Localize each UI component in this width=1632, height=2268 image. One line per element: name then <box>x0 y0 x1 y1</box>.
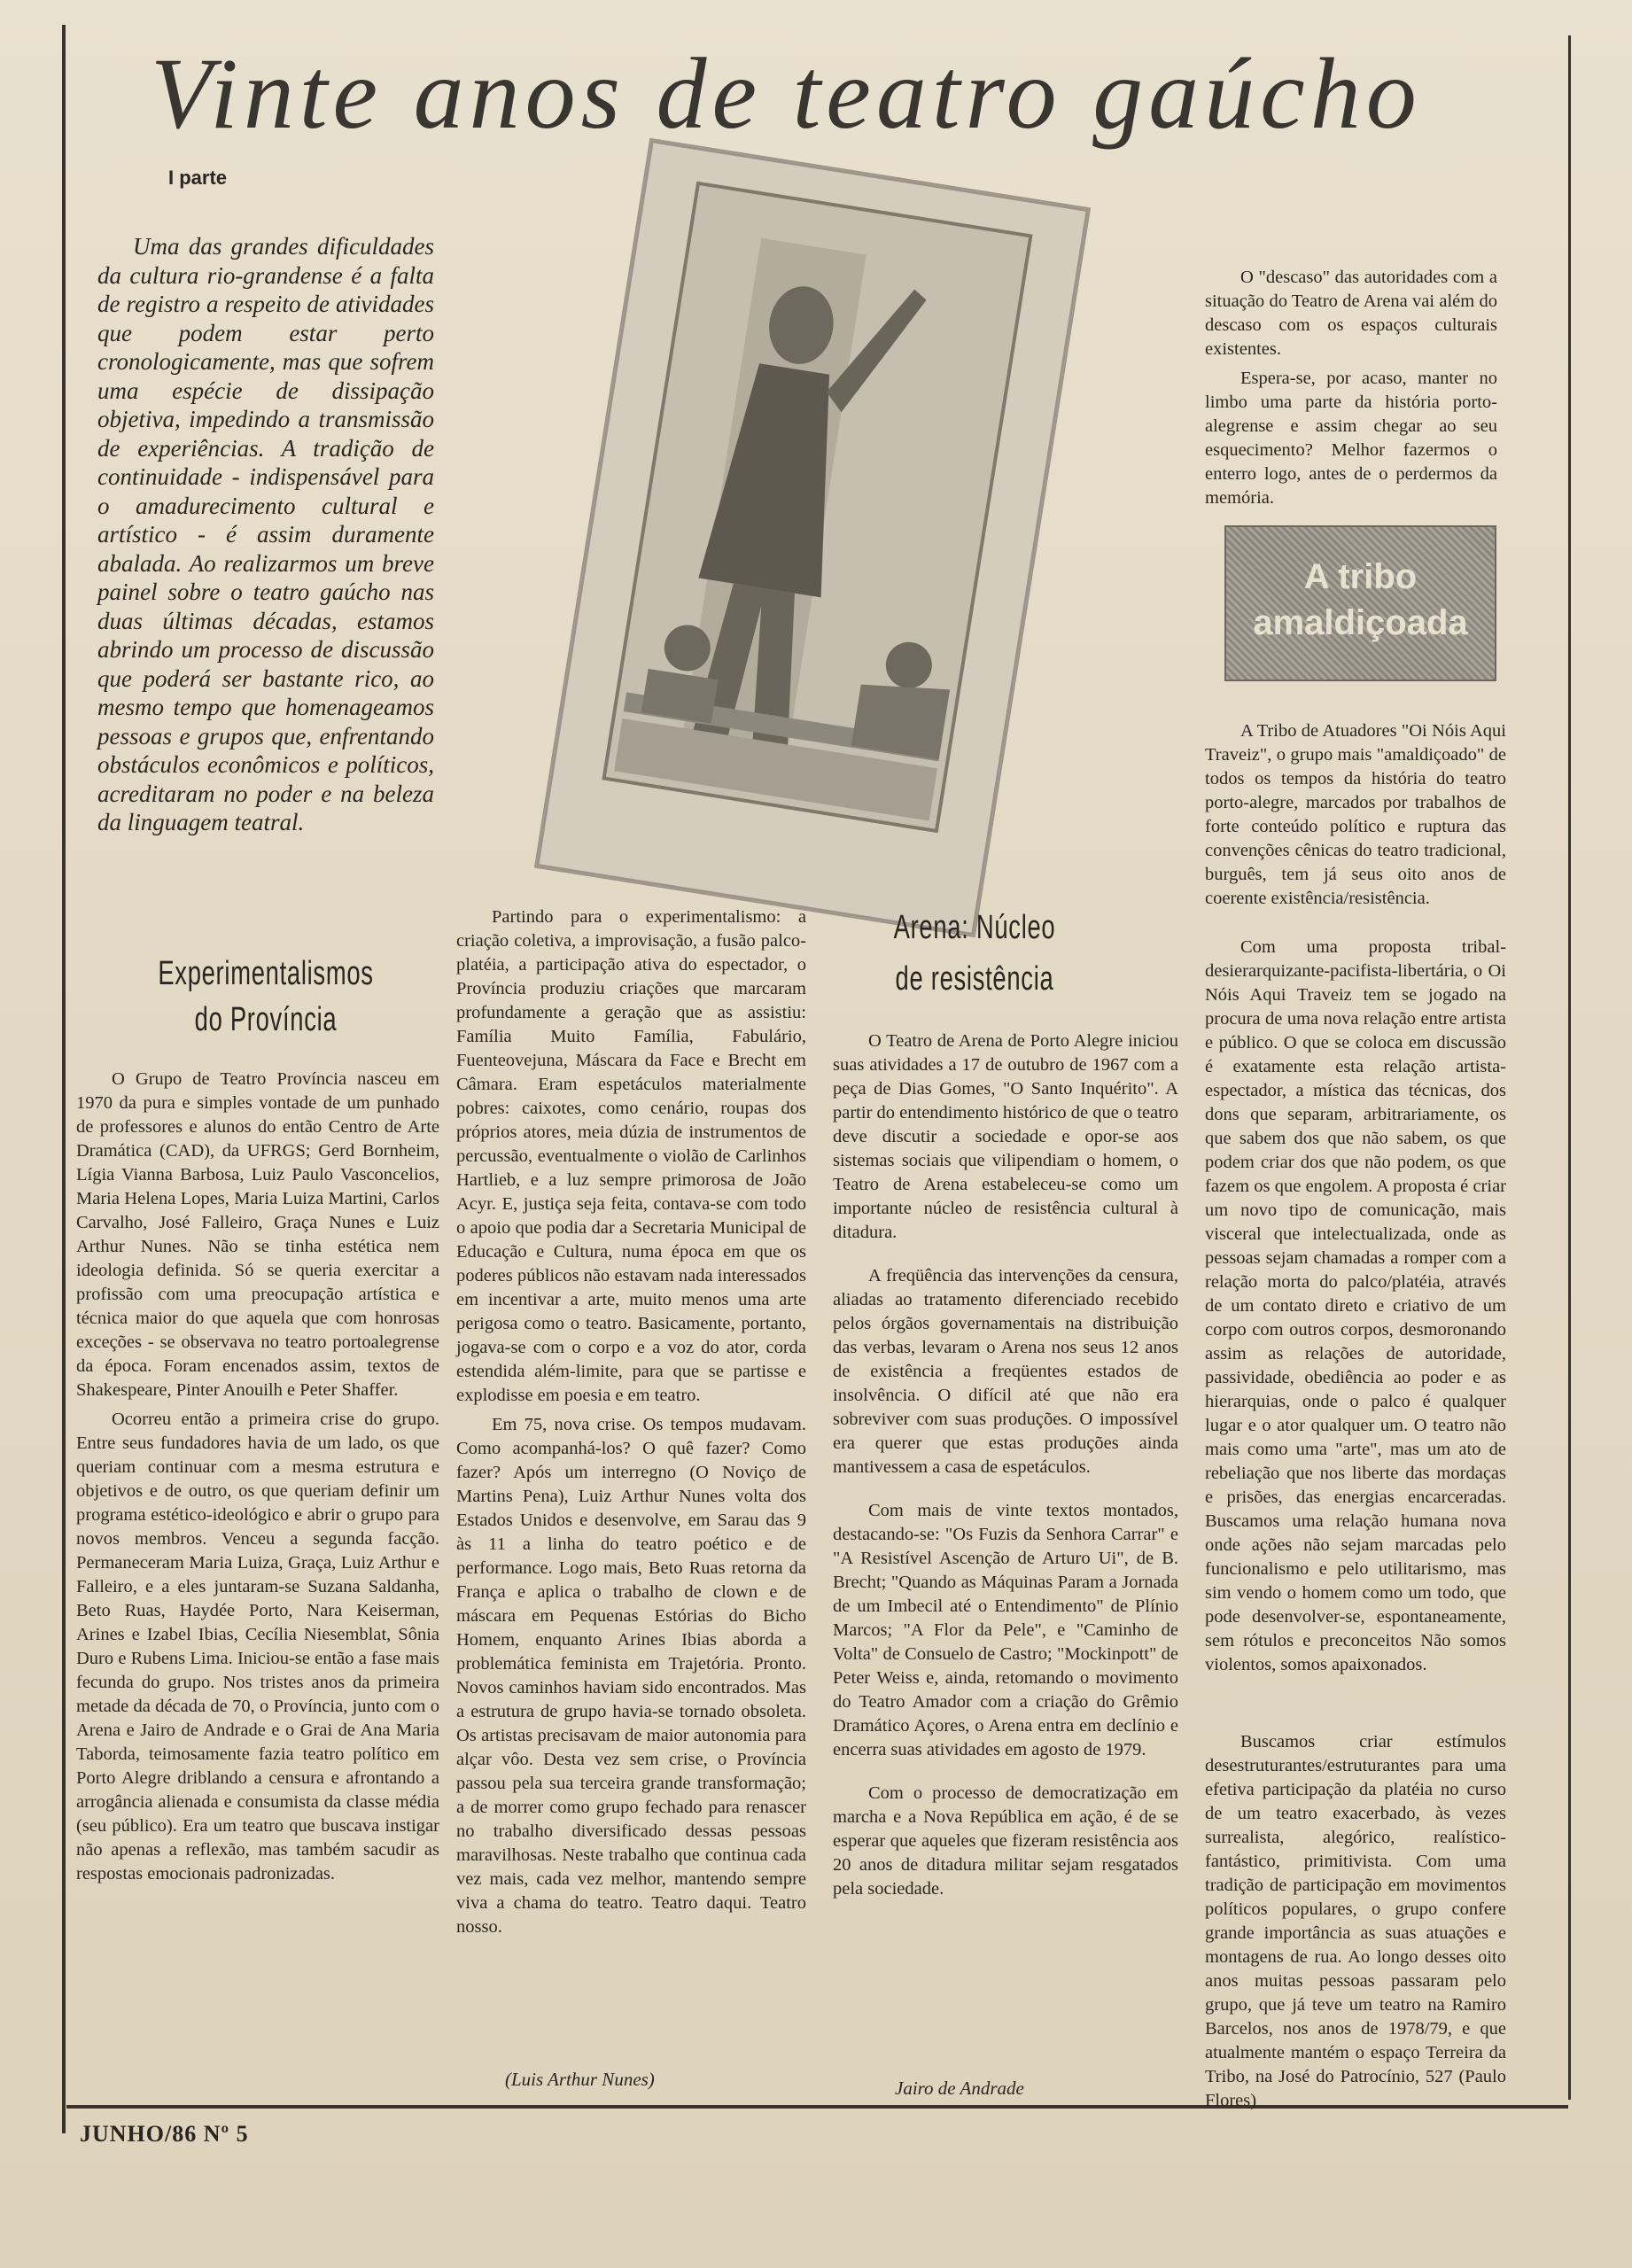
arena-title-line1: Arena: Núcleo <box>893 909 1056 946</box>
tribo-p3: Buscamos criar estímulos desestruturantes/estruturantes para uma efetiva participação da platéia no curso de um teatro exacerbado, às vezes surrealista, alegórico, realístico-fantástico, primitivista. Com uma tradição de participação em movimentos políticos populares, o grupo confere grande importância as suas atuações e montagens de rua. Ao longo desses oito anos muitas pessoas passaram pelo grupo, que já teve um teatro na Ramiro Barcelos, nos anos de 1978/79, e que atualmente mantém o espaço Terreira da Tribo, na José do Patrocínio, 527 (Paulo Flores) <box>1205 1732 1506 2110</box>
arena-p2: A freqüência das intervenções da censura, aliadas ao tratamento diferenciado recebido pelos órgãos governamentais na distribuição das verbas, levaram o Arena nos seus 12 anos de existência a freqüentes estados de insolvência. O difícil até que não era sobreviver com suas produções. O impossível era querer que estas produções ainda mantivessem a casa de espetáculos. <box>833 1266 1178 1477</box>
provincia-title-line1: Experimentalismos <box>158 955 374 992</box>
arena-credit: Jairo de Andrade <box>895 2078 1024 2099</box>
provincia-col1-p2: Ocorreu então a primeira crise do grupo. Entre seus fundadores havia de um lado, os que queriam continuar com a mesma estrutura e objetivos e de outro, os que queriam definir um programa estético-ideológico e abrir o grupo para novos membros. Venceu a segunda facção. Permaneceram Maria Luiza, Graça, Luiz Arthur e Falleiro, e a eles juntaram-se Suzana Saldanha, Beto Ruas, Haydée Porto, Nara Keiserman, Arines e Izabel Ibias, Cecília Niesemblat, Sônia Duro e Rubens Lima. Iniciou-se então a fase mais fecunda do grupo. Nos tristes anos da primeira metade da década de 70, o Província, junto com o Arena e Jairo de Andrade e o Grai de Ana Maria Taborda, teimosamente fazia teatro político em Porto Alegre driblando a censura e afrontando a arrogância alienada e consumista da classe média (seu público). Era um teatro que buscava instigar não apenas a reflexão, mas também sacudir as respostas emocionais padronizadas. <box>76 1410 439 1884</box>
part-label: I parte <box>168 167 228 189</box>
provincia-col1-p1: O Grupo de Teatro Província nasceu em 1970 da pura e simples vontade de um punhado de professores e alunos do então Centro de Arte Dramática (CAD), da UFRGS; Gerd Bornheim, Lígia Vianna Barbosa, Luiz Paulo Vasconcelios, Maria Helena Lopes, Maria Luiza Martini, Carlos Carvalho, José Falleiro, Graça Nunes e Luiz Arthur Nunes. Não se tinha estética nem ideologia definida. Só se queria exercitar a profissão com uma preocupação artística e técnica maior do que aquela que com honrosas exceções - se observava no teatro portoalegrense da época. Foram encenados assim, textos de Shakespeare, Pinter Anouilh e Peter Shaffer. <box>76 1069 439 1400</box>
provincia-col1 <box>76 1068 439 1891</box>
provincia-col2 <box>456 905 806 1945</box>
tribo-p2: Com uma proposta tribal-desierarquizante-pacifista-libertária, o Oi Nóis Aqui Traveiz tem se jogado na procura de uma nova relação entre artista e público. O que se coloca em discussão é exatamente esta relação artista-espectador, a mística das técnicas, dos dons que separam, arbitrariamente, os que sabem dos que não sabem, os que podem criar dos que não podem, os que fazem os que engolem. A proposta é criar um novo tipo de comunicação, mais visceral que intelectualizada, onde as pessoas sejam chamadas a romper com a relação morta do palco/platéia, através de um contato direto e criativo de um corpo com outros corpos, desmoronando assim as relações de autoridade, passividade, obediência ao poder e as hierarquias, onde o palco é qualquer lugar e o ator qualquer um. O teatro não mais como uma "arte", mas um ato de rebeliação que nos liberte das mordaças e prisões, das energias encarceradas. Buscamos uma relação humana nova onde ações não sejam marcadas pelo funcionalismo e pelo utilitarismo, mas sim vendo o homem como um todo, que pode desenvolver-se, espontaneamente, sem rótulos e preconceitos Não somos violentos, somos apaixonados. <box>1205 937 1506 1674</box>
footer-issue: JUNHO/86 Nº 5 <box>80 2121 249 2147</box>
provincia-credit: (Luis Arthur Nunes) <box>505 2069 655 2090</box>
tribo-stamp-line1: A tribo <box>1303 557 1418 596</box>
col4-top <box>1205 266 1497 516</box>
provincia-col2-p1: Partindo para o experimentalismo: a criação coletiva, a improvisação, a fusão palco-platéia, a participação ativa do espectador, o Província produziu criações que marcaram profundamente a geração que as assistiu: Família Muito Família, Fabulário, Fuenteovejuna, Máscara da Face e Brecht em Câmara. Eram espetáculos materialmente pobres: caixotes, como cenário, roupas dos próprios atores, meia dúzia de instrumentos de percussão, eventualmente o violão de Carlinhos Hartlieb, e a luz sempre primorosa de João Acyr. E, justiça seja feita, contava-se com todo o apoio que podia dar a Secretaria Municipal de Educação e Cultura, numa época em que os poderes públicos não estavam nada interessados em incentivar a arte, muito menos uma arte perigosa como o teatro. Basicamente, portanto, jogava-se com o corpo e a voz do ator, corda estendida além-limite, para que se partisse e explodisse em poesia e em teatro. <box>456 907 806 1405</box>
tribo-title-stamp <box>1224 525 1496 681</box>
arena-title-line2: de resistência <box>895 960 1054 998</box>
tribo-p1: A Tribo de Atuadores "Oi Nóis Aqui Traveiz", o grupo mais "amaldiçoado" de todos os tempos da história do teatro porto-alegre, marcados por trabalhos de forte conteúdo político e ruptura das convenções cênicas do teatro tradicional, burguês, tem já seus oito anos de coerente existência/resistência. <box>1205 721 1506 908</box>
provincia-col2-p2: Em 75, nova crise. Os tempos mudavam. Como acompanhá-los? O quê fazer? Como fazer? Após um interregno (O Noviço de Martins Pena), Luiz Arthur Nunes volta dos Estados Unidos e desenvolve, em Sarau das 9 às 11 a linha do teatro poético e de performance. Logo mais, Beto Ruas retorna da França e aplica o trabalho de clown e de máscara em Pequenas Estórias do Bicho Homem, enquanto Arines Ibias aborda a problemática feminista em Trajetória. Pronto. Novos caminhos haviam sido encontrados. Mas a estrutura de grupo havia-se tornado obsoleta. Os artistas precisavam de maior autonomia para alçar vôo. Desta vez sem crise, o Província passou pela sua terceira grande transformação; a de morrer como grupo fechado para renascer no trabalho diversificado dessas pessoas maravilhosas. Neste trabalho que continua cada vez mais, cada vez melhor, mantendo sempre viva a chama do teatro. Teatro daqui. Teatro nosso. <box>456 1415 806 1937</box>
col4-p2: Espera-se, por acaso, manter no limbo uma parte da história porto-alegrense e assim chegar ao seu esquecimento? Melhor fazermos o enterro logo, antes de o perdermos da memória. <box>1205 369 1497 508</box>
arena-p4: Com o processo de democratização em marcha e a Nova República em ação, é de se esperar que aqueles que fizeram resistência aos 20 anos de ditadura militar sejam resgatados pela sociedade. <box>833 1783 1178 1899</box>
arena-p3: Com mais de vinte textos montados, destacando-se: "Os Fuzis da Senhora Carrar" e "A Resistível Ascenção de Arturo Ui", de B. Brecht; "Quando as Máquinas Param a Jornada de um Imbecil até o Entendimento" de Plínio Marcos; "A Flor da Pele", e "Caminho de Volta" de Consuelo de Castro; "Mockinpott" de Peter Weiss e, ainda, retomando o movimento do Teatro Amador com a criação do Grêmio Dramático Açores, o Arena entra em declínio e encerra suas atividades em agosto de 1979. <box>833 1501 1178 1759</box>
intro-paragraph: Uma das grandes dificuldades da cultura rio-grandense é a falta de registro a respeito de atividades que podem estar perto cronologicamente, mas que sofrem uma espécie de dissipação objetiva, impedindo a transmissão de experiências. A tradição de continuidade - indispensável para o amadurecimento cultural e artístico - é assim duramente abalada. Ao realizarmos um breve painel sobre o teatro gaúcho nas duas últimas décadas, estamos abrindo um processo de discussão que poderá ser bastante rico, ao mesmo tempo que homenageamos pessoas e grupos que, enfrentando obstáculos econômicos e políticos, acreditaram no poder e na beleza da linguagem teatral. <box>97 233 434 835</box>
arena-col <box>833 1029 1178 1907</box>
tribo-col <box>1205 719 1506 2118</box>
arena-p1: O Teatro de Arena de Porto Alegre iniciou suas atividades a 17 de outubro de 1967 com a peça de Dias Gomes, "O Santo Inquérito". A partir do entendimento histórico de que o teatro deve discutir a sociedade e opor-se aos sistemas sociais que vilipendiam o homem, o Teatro de Arena estabeleceu-se como um importante núcleo de resistência cultural à ditadura. <box>833 1031 1178 1242</box>
headline: Vinte anos de teatro gaúcho <box>151 37 1422 150</box>
col4-p1: O "descaso" das autoridades com a situação do Teatro de Arena vai além do descaso com os espaços culturais existentes. <box>1205 268 1497 359</box>
provincia-title-line2: do Província <box>194 1001 338 1038</box>
tribo-stamp-line2: amaldiçoada <box>1253 603 1468 642</box>
frame-right-rule <box>1568 35 1571 2100</box>
frame-left-rule <box>62 25 66 2133</box>
